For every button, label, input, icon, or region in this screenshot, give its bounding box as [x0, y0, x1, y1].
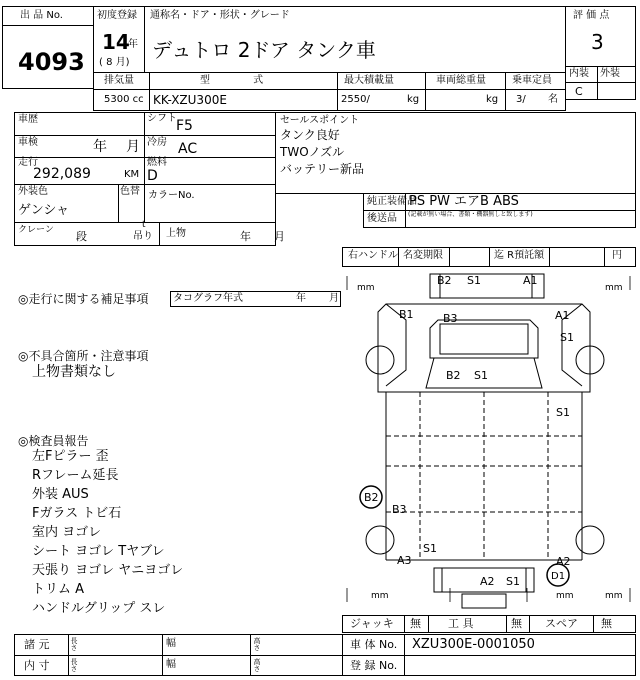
rating-value: 3: [591, 30, 604, 54]
tacho-year: 年: [296, 293, 306, 304]
crane-year: 年: [240, 230, 251, 243]
jack-value: 無: [410, 617, 421, 630]
inspector-item-6: シート ヨゴレ Tヤブレ: [32, 544, 165, 559]
first-reg-month: ( 8 月): [99, 57, 130, 68]
chassis-number: XZU300E-0001050: [412, 637, 535, 652]
registration-label: 登 録 No.: [350, 659, 398, 672]
ext-color-value: ゲンシャ: [18, 203, 70, 218]
mark-b3-rear: B3: [392, 503, 407, 516]
spare-value: 無: [601, 617, 612, 630]
selling-point-1: タンク良好: [280, 128, 340, 142]
inspector-item-8: トリム A: [32, 582, 85, 597]
tacho-month: 月: [329, 293, 339, 304]
interior-label: 内装: [569, 68, 589, 79]
shift-label: シフト: [147, 113, 177, 124]
length-label-2: 長さ: [70, 658, 78, 672]
equipment-value: PS PW エアB ABS: [409, 194, 519, 209]
inspector-item-4: Fガラス トビ石: [32, 506, 122, 521]
mark-a2-right: A2: [556, 555, 571, 568]
model-name-label: 通称名・ドア・形状・グレード: [150, 10, 290, 21]
yen-unit: 円: [612, 250, 622, 261]
width-label-2: 幅: [166, 659, 176, 670]
height-label-2: 高さ: [253, 658, 261, 672]
mark-b2-circled: B2: [364, 491, 379, 504]
mileage-value: 292,089: [33, 166, 91, 182]
mm-top-right: mm: [605, 283, 623, 293]
model-name: デュトロ 2ドア タンク車: [152, 38, 376, 62]
inspector-item-3: 外装 AUS: [32, 487, 89, 502]
crane-t: t: [142, 220, 146, 230]
mark-d1-circled: D1: [551, 571, 566, 582]
color-change-label: 色替: [120, 186, 140, 197]
tacho-label: タコグラフ年式: [173, 293, 243, 304]
fuel-value: D: [147, 168, 158, 184]
tools-label: 工 具: [448, 617, 474, 630]
selling-points-label: セールスポイント: [280, 115, 360, 126]
kg-unit-2: kg: [486, 94, 499, 105]
inspector-item-1: 左Fピラー 歪: [32, 449, 109, 464]
inspection-year: 年: [93, 139, 107, 155]
selling-point-2: TWOノズル: [280, 145, 345, 159]
displacement-value: 5300 cc: [104, 94, 144, 105]
lot-number: 4093: [18, 48, 85, 76]
crane-month: 月: [274, 230, 285, 243]
mark-b1-left: B1: [399, 308, 414, 321]
later-label: 後送品: [367, 213, 397, 224]
jack-label: ジャッキ: [350, 617, 394, 630]
inspector-item-2: Rフレーム延長: [32, 468, 119, 483]
crane-steps: 段: [76, 230, 87, 243]
inspector-item-7: 天張り ヨゴレ ヤニヨゴレ: [32, 563, 184, 578]
capacity-value: 3/: [516, 94, 526, 105]
mark-a3-rear: A3: [397, 554, 412, 567]
defect-label: ◎不具合箇所・注意事項: [18, 349, 149, 363]
displacement-label: 排気量: [104, 75, 134, 86]
inspector-item-9: ハンドルグリップ スレ: [32, 601, 166, 616]
model-code-label: 型 式: [200, 75, 264, 86]
first-reg-year: 14: [102, 30, 130, 54]
crane-hang: 吊り: [133, 231, 153, 242]
meter-label: 名変期限: [403, 250, 443, 261]
shift-value: F5: [176, 118, 193, 134]
color-code-label: カラーNo.: [148, 190, 195, 201]
ac-label: 冷房: [147, 137, 167, 148]
crane-top-label: 上物: [166, 228, 186, 239]
mark-a1-top: A1: [523, 274, 538, 287]
mark-s1-right: S1: [560, 331, 574, 344]
mm-brackets: [347, 276, 630, 602]
mark-s1-top: S1: [467, 274, 481, 287]
dimension-label-2: 内 寸: [24, 659, 50, 672]
mark-s1-bumper: S1: [506, 575, 520, 588]
selling-point-3: バッテリー新品: [280, 162, 365, 176]
defect-text: 上物書類なし: [32, 364, 116, 380]
gvw-label: 車両総重量: [436, 75, 486, 86]
dimension-label-1: 諸 元: [24, 638, 50, 651]
lot-label: 出 品 No.: [20, 10, 63, 21]
mark-s1-side: S1: [556, 406, 570, 419]
mark-s1-cab: S1: [474, 369, 488, 382]
inspection-month: 月: [126, 139, 140, 155]
exterior-label: 外装: [600, 68, 620, 79]
spec-header-row: [93, 72, 566, 90]
tools-value: 無: [511, 617, 522, 630]
km-unit: KM: [124, 169, 140, 180]
mark-b2-top: B2: [437, 274, 452, 287]
mark-s1-rear: S1: [423, 542, 437, 555]
kg-unit-1: kg: [407, 94, 420, 105]
mark-a1-right: A1: [555, 309, 570, 322]
crane-label: クレーン: [18, 225, 54, 235]
capacity-label: 乗車定員: [512, 75, 552, 86]
mm-top-left: mm: [357, 283, 375, 293]
mm-bottom-right: mm: [605, 591, 623, 601]
width-label-1: 幅: [166, 638, 176, 649]
height-label-1: 高さ: [253, 637, 261, 651]
equipment-label: 純正装備品: [367, 196, 417, 207]
inspector-item-5: 室内 ヨゴレ: [32, 525, 102, 540]
first-reg-label: 初度登録: [97, 10, 137, 21]
ext-color-label: 外装色: [18, 186, 48, 197]
length-label-1: 長さ: [70, 637, 78, 651]
spare-label: スペア: [545, 617, 578, 630]
later-note: (記載が無い場合、書類・機器無しと致します): [408, 211, 533, 218]
mm-bottom-mid: mm: [556, 591, 574, 601]
mm-bottom-left: mm: [371, 591, 389, 601]
meter-note: 迄 R預託額: [494, 250, 545, 261]
interior-grade: C: [575, 85, 583, 98]
mark-b3-cab: B3: [443, 312, 458, 325]
history-label: 車歴: [18, 114, 38, 125]
driving-notes-label: ◎走行に関する補足事項: [18, 292, 149, 306]
handle-label: 右ハンドル: [348, 250, 398, 261]
chassis-label: 車 体 No.: [350, 638, 398, 651]
capacity-unit: 名: [548, 94, 558, 105]
max-load-value: 2550/: [341, 94, 370, 105]
inspector-label: ◎検査員報告: [18, 434, 89, 448]
mark-a2-bumper: A2: [480, 575, 495, 588]
mark-b2-cab: B2: [446, 369, 461, 382]
year-unit: 年: [128, 39, 138, 50]
rating-label: 評 価 点: [573, 10, 610, 21]
ac-value: AC: [178, 141, 198, 157]
model-code-value: KK-XZU300E: [153, 93, 227, 107]
fuel-label: 燃料: [147, 157, 167, 168]
inspection-label: 車検: [18, 137, 38, 148]
vehicle-damage-diagram: [342, 268, 636, 614]
max-load-label: 最大積載量: [344, 75, 394, 86]
mileage-label: 走行: [18, 157, 38, 168]
